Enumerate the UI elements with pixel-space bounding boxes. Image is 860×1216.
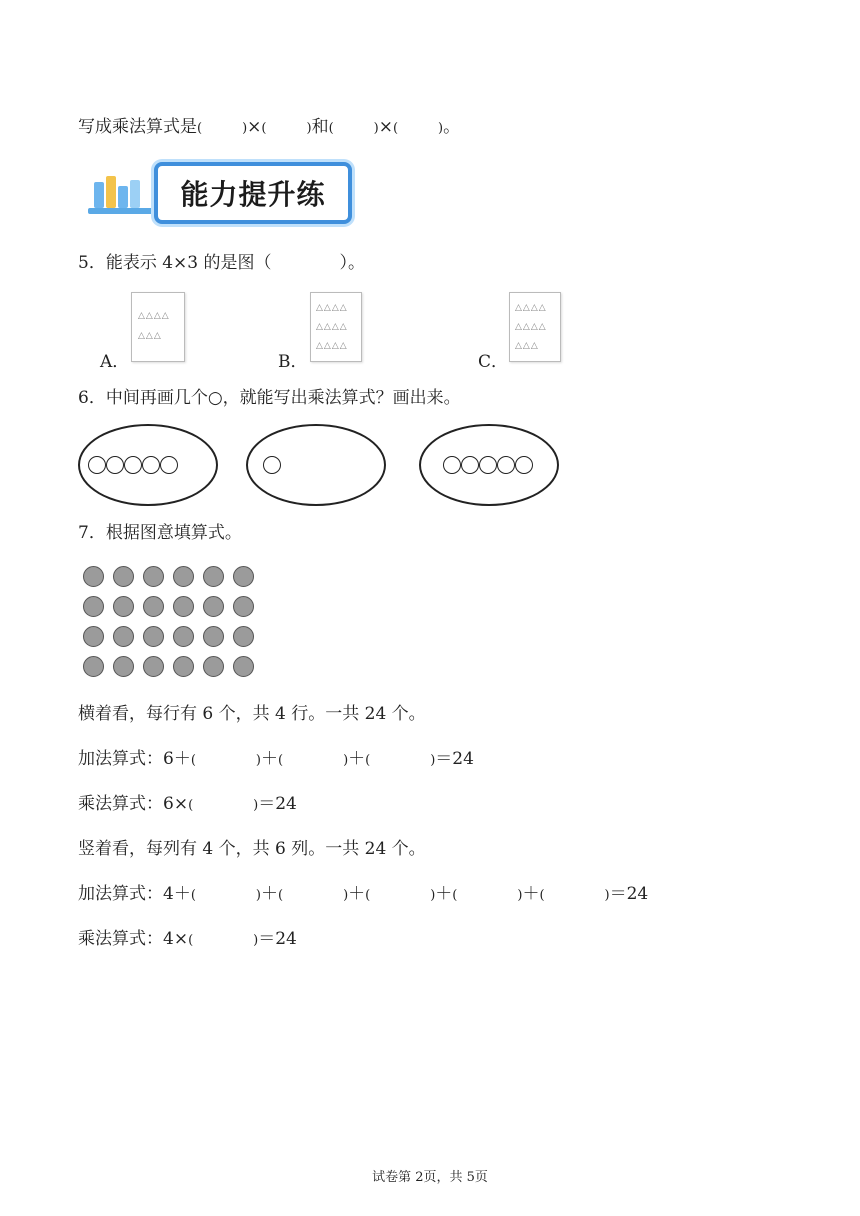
book-icon xyxy=(118,186,128,208)
small-circle xyxy=(515,456,533,474)
grid-dot xyxy=(173,596,194,617)
period: 。 xyxy=(443,117,461,137)
grid-dot xyxy=(83,656,104,677)
multiplication-prompt-line xyxy=(78,115,460,141)
paren-open: ( xyxy=(365,753,371,768)
plus-sign: ＋ xyxy=(348,749,366,769)
paren-close: ) xyxy=(253,933,259,948)
triangle-row: △△△△ xyxy=(138,311,170,321)
paren-close: ) xyxy=(306,121,312,136)
addition-equation-1 xyxy=(78,747,474,773)
grid-dot xyxy=(233,596,254,617)
equation-label: 加法算式：6＋ xyxy=(78,749,191,769)
paren-open: ( xyxy=(452,888,458,903)
multiplication-equation-2 xyxy=(78,927,297,953)
option-a-image xyxy=(131,292,185,362)
paren-open: ( xyxy=(197,121,203,136)
triangle-row: △△△ xyxy=(515,341,539,351)
grid-dot xyxy=(113,566,134,587)
paren-open: ( xyxy=(328,121,334,136)
row-description: 横着看，每行有 6 个，共 4 行。一共 24 个。 xyxy=(78,704,426,724)
grid-dot xyxy=(113,656,134,677)
column-description: 竖着看，每列有 4 个，共 6 列。一共 24 个。 xyxy=(78,839,426,859)
triangle-row: △△△△ xyxy=(316,303,348,313)
grid-dot xyxy=(83,626,104,647)
paren-close: ) xyxy=(343,888,349,903)
paren-open: ( xyxy=(190,888,196,903)
paren-close: ) xyxy=(253,798,259,813)
small-circle xyxy=(461,456,479,474)
paren-close: ) xyxy=(517,888,523,903)
grid-dot xyxy=(203,656,224,677)
paren-close: ) xyxy=(438,121,444,136)
plus-sign: ＋ xyxy=(260,749,278,769)
grid-dot xyxy=(173,626,194,647)
grid-dot xyxy=(113,596,134,617)
paren-open: ( xyxy=(261,121,267,136)
grid-dot xyxy=(173,566,194,587)
question-6: 6．中间再画几个○，就能写出乘法算式？画出来。 xyxy=(78,388,461,408)
plus-sign: ＋ xyxy=(435,884,453,904)
paren-close: ) xyxy=(430,888,436,903)
equation-result: ＝24 xyxy=(435,749,474,769)
paren-open: ( xyxy=(277,753,284,768)
page-footer: 试卷第 2页，共 5页 xyxy=(372,1170,488,1185)
paren-close: ) xyxy=(255,888,261,903)
book-icon xyxy=(106,176,116,208)
option-c-image xyxy=(509,292,561,362)
banner-title: 能力提升练 xyxy=(154,162,352,224)
equation-result: ＝24 xyxy=(258,929,297,949)
small-circle xyxy=(263,456,281,474)
grid-dot xyxy=(83,596,104,617)
grid-dot xyxy=(233,566,254,587)
grid-dot xyxy=(203,596,224,617)
plus-sign: ＋ xyxy=(522,884,540,904)
triangle-row: △△△△ xyxy=(316,322,348,332)
option-a-label: A． xyxy=(100,352,130,372)
grid-dot xyxy=(143,566,164,587)
grid-dot xyxy=(173,656,194,677)
option-b-label: B． xyxy=(278,352,308,372)
grid-dot xyxy=(203,626,224,647)
equation-label: 加法算式：4＋ xyxy=(78,884,191,904)
and-text: 和 xyxy=(311,117,329,137)
grid-dot xyxy=(143,656,164,677)
paren-close: ) xyxy=(255,753,261,768)
question-7: 7．根据图意填算式。 xyxy=(78,523,242,543)
times-sign: × xyxy=(378,117,393,137)
triangle-row: △△△△ xyxy=(515,322,547,332)
paren-open: ( xyxy=(365,888,371,903)
triangle-row: △△△△ xyxy=(515,303,547,313)
triangle-row: △△△ xyxy=(138,331,162,341)
paren-close: ) xyxy=(604,888,610,903)
question-5: 5．能表示 4×3 的是图（ ）。 xyxy=(78,253,365,273)
paren-open: ( xyxy=(190,753,196,768)
paren-open: ( xyxy=(392,121,399,136)
paren-close: ) xyxy=(343,753,349,768)
small-circle xyxy=(106,456,124,474)
grid-dot xyxy=(233,626,254,647)
addition-equation-2 xyxy=(78,882,648,908)
grid-dot xyxy=(143,626,164,647)
book-icon xyxy=(94,182,104,208)
grid-dot xyxy=(113,626,134,647)
small-circle xyxy=(160,456,178,474)
equation-label: 乘法算式：4× xyxy=(78,929,189,949)
section-banner xyxy=(88,160,350,222)
multiplication-equation-1 xyxy=(78,792,297,818)
option-b-image xyxy=(310,292,362,362)
paren-open: ( xyxy=(539,888,545,903)
grid-dot xyxy=(83,566,104,587)
option-c-label: C． xyxy=(478,352,509,372)
prompt-text: 写成乘法算式是 xyxy=(78,117,197,137)
paren-open: ( xyxy=(188,798,194,813)
small-circle xyxy=(497,456,515,474)
grid-dot xyxy=(233,656,254,677)
paren-open: ( xyxy=(277,888,284,903)
times-sign: × xyxy=(247,117,262,137)
small-circle xyxy=(443,456,461,474)
grid-dot xyxy=(143,596,164,617)
paren-close: ) xyxy=(373,121,379,136)
equation-result: ＝24 xyxy=(258,794,297,814)
paren-open: ( xyxy=(188,933,194,948)
equation-result: ＝24 xyxy=(609,884,649,904)
small-circle xyxy=(124,456,142,474)
small-circle xyxy=(88,456,106,474)
small-circle xyxy=(142,456,160,474)
book-icon xyxy=(130,180,140,208)
paren-close: ) xyxy=(242,121,248,136)
grid-dot xyxy=(203,566,224,587)
plus-sign: ＋ xyxy=(348,884,366,904)
plus-sign: ＋ xyxy=(260,884,278,904)
equation-label: 乘法算式：6× xyxy=(78,794,189,814)
paren-close: ) xyxy=(430,753,436,768)
triangle-row: △△△△ xyxy=(316,341,348,351)
small-circle xyxy=(479,456,497,474)
